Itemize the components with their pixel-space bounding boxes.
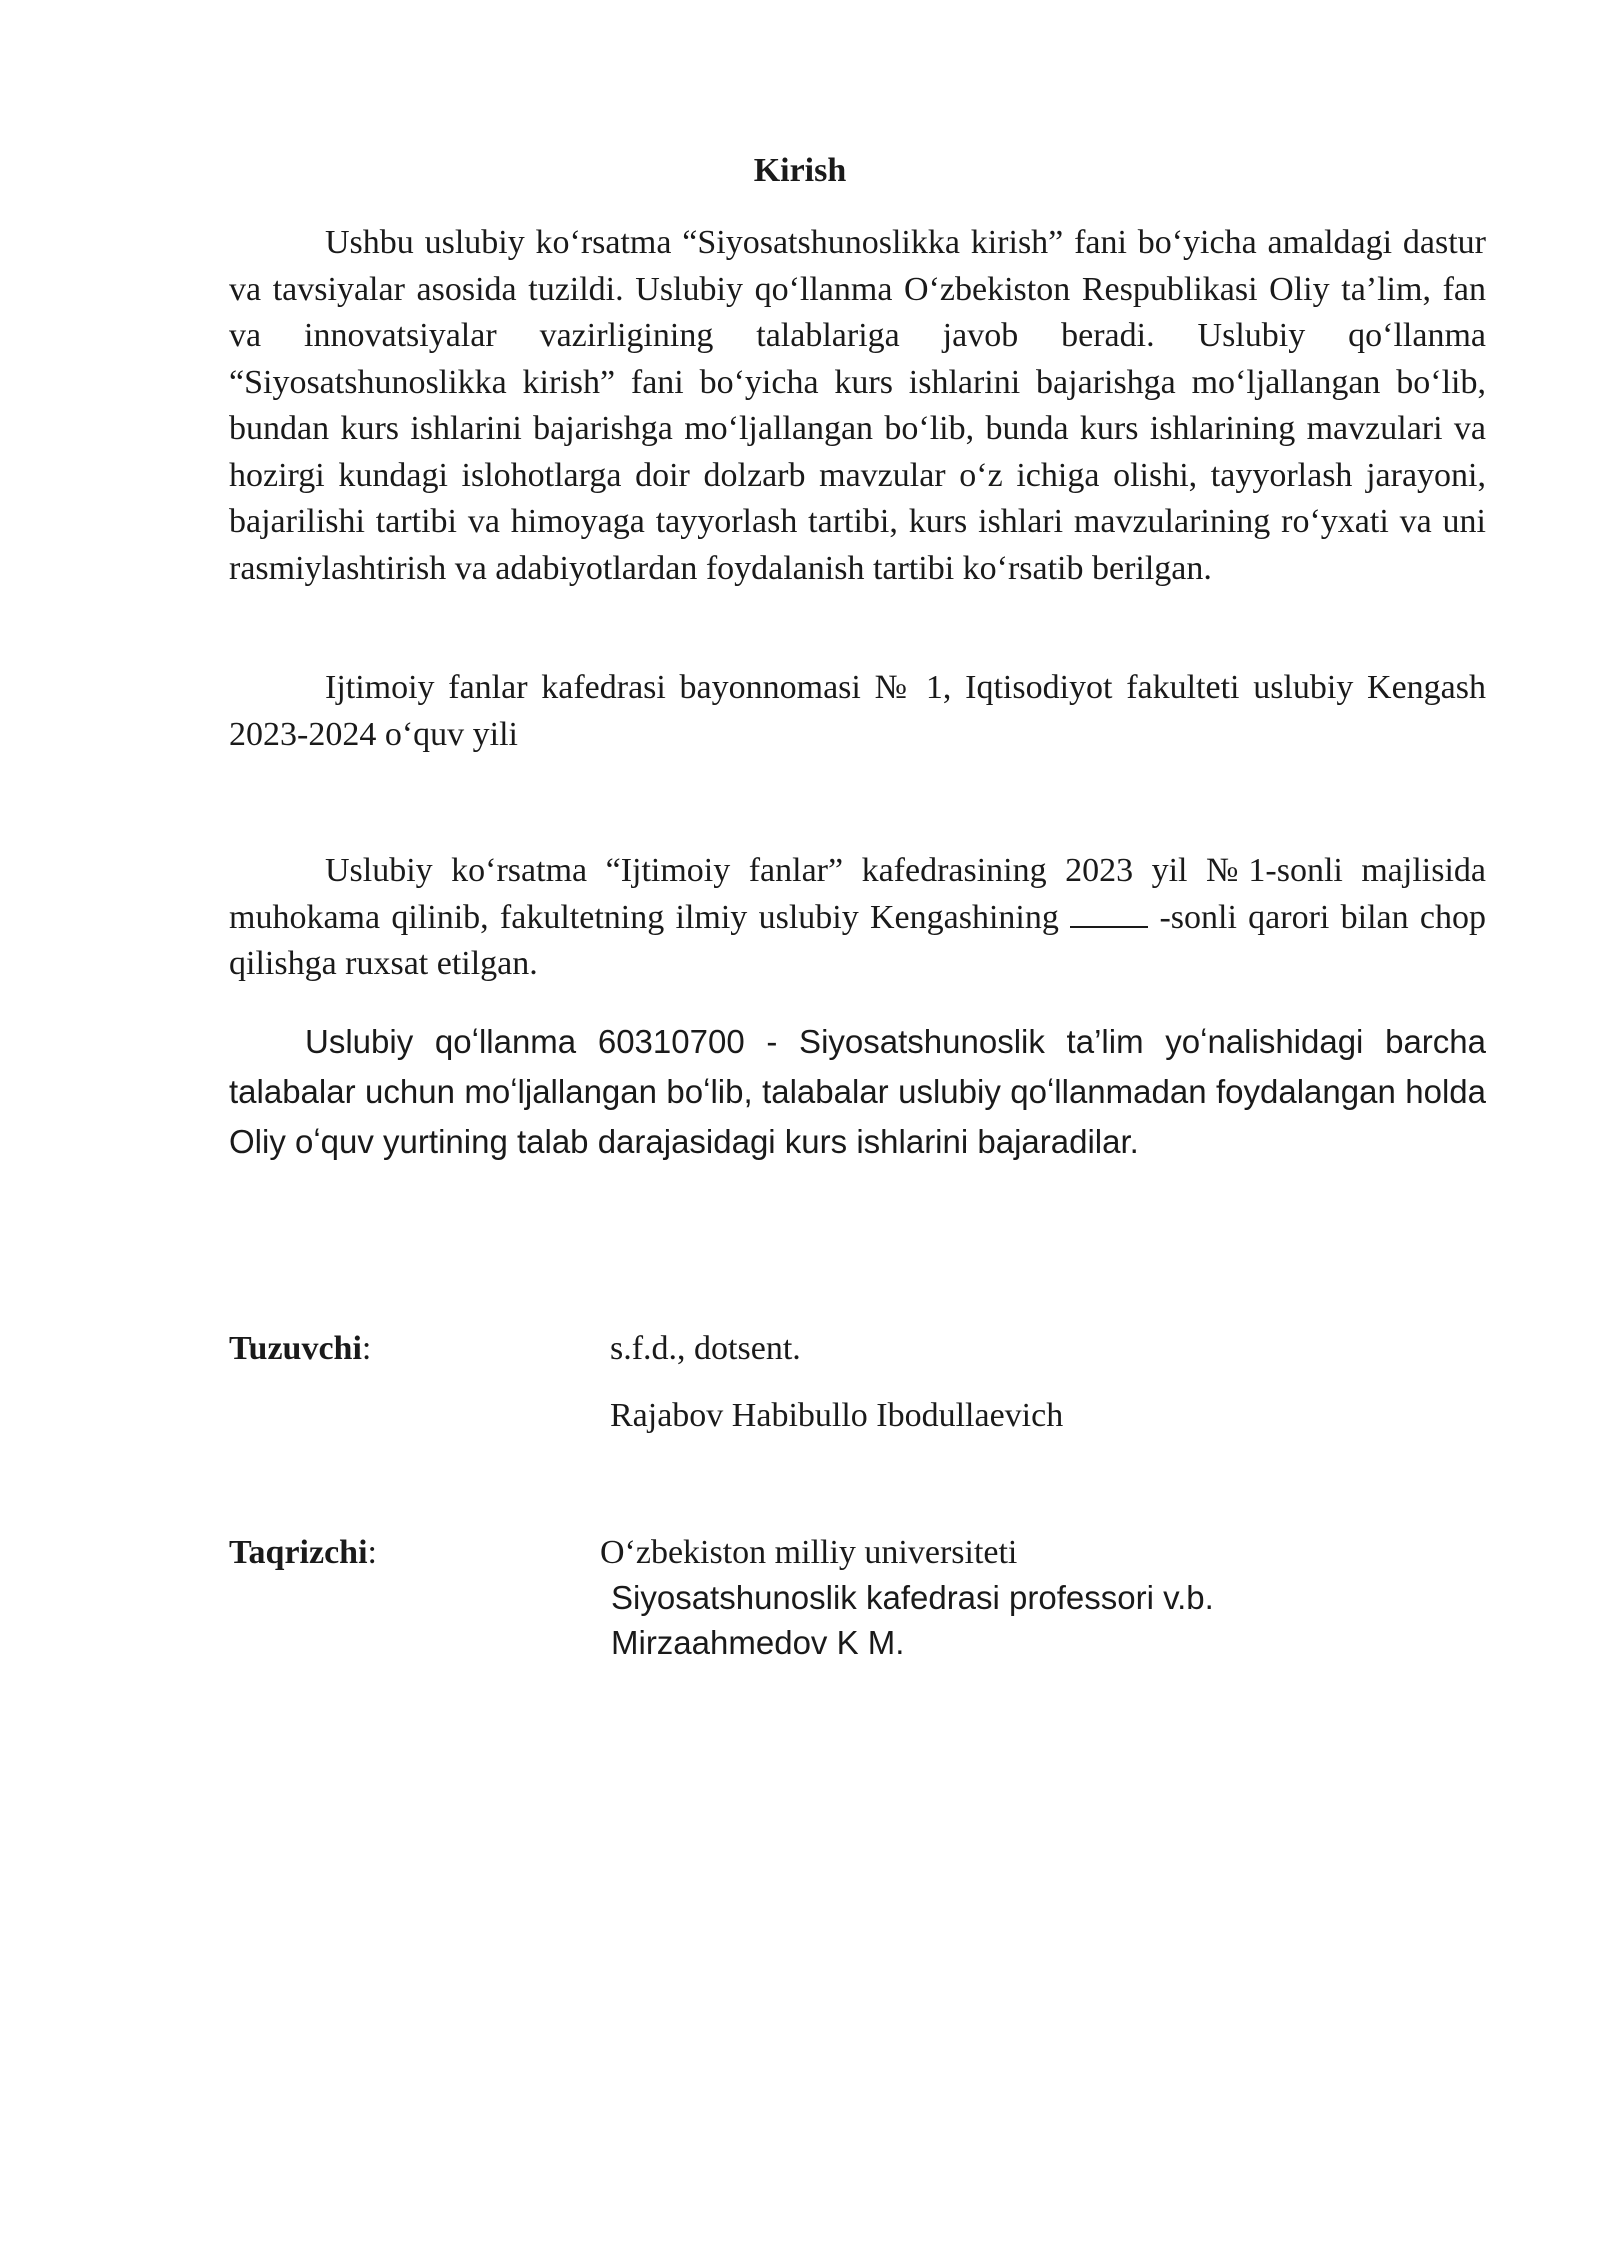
compiler-label-colon: : bbox=[361, 1330, 372, 1367]
reviewer-line-position: Siyosatshunoslik kafedrasi professori v.b. bbox=[611, 1579, 1214, 1616]
blank-line bbox=[1070, 896, 1148, 928]
compiler-label-text: Tuzuvchi bbox=[229, 1330, 362, 1367]
reviewer-label-colon: : bbox=[367, 1534, 377, 1571]
compiler-label bbox=[229, 1326, 371, 1372]
protocol-paragraph: Ijtimoiy fanlar kafedrasi bayonnomasi № 1, Iqtisodiyot fakulteti uslubiy Kengash 2023-2024 oʻquv yili bbox=[229, 669, 1486, 753]
compiler-name: Rajabov Habibullo Ibodullaevich bbox=[610, 1397, 1064, 1434]
reviewer-label bbox=[229, 1530, 377, 1576]
approval-text-before: Uslubiy koʻrsatma “Ijtimoiy fanlar” kafedrasining 2023 yil №1-sonli majlisida muhokama qilinib, fakultetning ilmiy uslubiy Kengashining bbox=[229, 852, 1486, 936]
reviewer-label-text: Taqrizchi bbox=[229, 1534, 368, 1571]
compiler-degree: s.f.d., dotsent. bbox=[610, 1330, 801, 1367]
intro-paragraph: Ushbu uslubiy koʻrsatma “Siyosatshunoslikka kirish” fani boʻyicha amaldagi dastur va tavsiyalar asosida tuzildi. Uslubiy qoʻllanma Oʻzbekiston Respublikasi Oliy ta’lim, fan va innovatsiyalar vazirligining talablariga javob beradi. Uslubiy qoʻllanma “Siyosatshunoslikka kirish” fani boʻyicha kurs ishlarini bajarishga moʻljallangan boʻlib, bundan kurs ishlarini bajarishga moʻljallangan boʻlib, bunda kurs ishlarining mavzulari va hozirgi kundagi islohotlarga doir dolzarb mavzular oʻz ichiga olishi, tayyorlash jarayoni, bajarilishi tartibi va himoyaga tayyorlash tartibi, kurs ishlari mavzularining roʻyxati va uni rasmiylashtirish va adabiyotlardan foydalanish tartibi koʻrsatib berilgan. bbox=[229, 224, 1486, 587]
reviewer-line-university: Oʻzbekiston milliy universiteti bbox=[600, 1534, 1018, 1571]
reviewer-line-name: Mirzaahmedov K M. bbox=[611, 1624, 905, 1661]
page-title: Kirish bbox=[753, 152, 847, 189]
purpose-paragraph: Uslubiy qoʻllanma 60310700 - Siyosatshunoslik ta’lim yoʻnalishidagi barcha talabalar uchun moʻljallangan boʻlib, talabalar uslubiy qoʻllanmadan foydalangan holda Oliy oʻquv yurtining talab darajasidagi kurs ishlarini bajaradilar. bbox=[229, 1023, 1486, 1160]
approval-paragraph bbox=[229, 848, 1486, 988]
approval-text-after: -sonli qarori bilan chop qilishga ruxsat etilgan. bbox=[229, 898, 1487, 982]
